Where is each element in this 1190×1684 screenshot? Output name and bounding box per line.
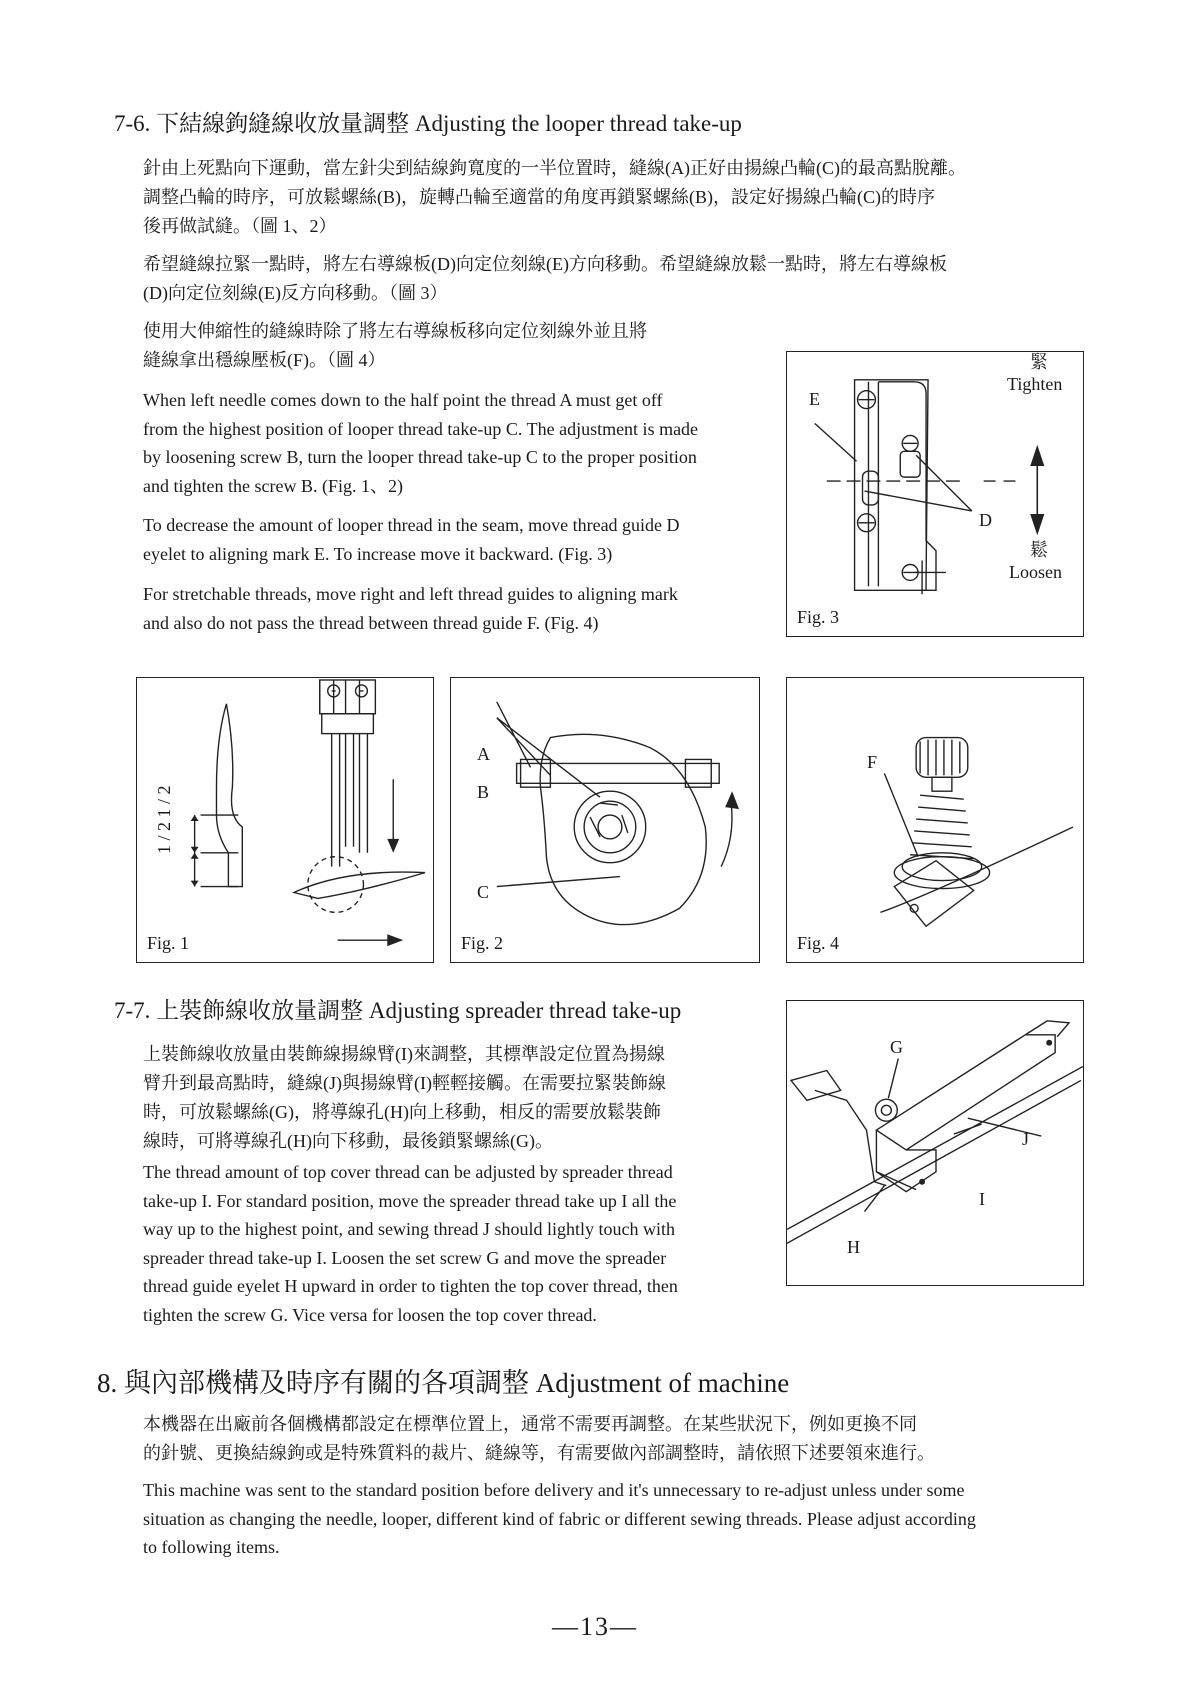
- text-line: to following items.: [143, 1537, 280, 1557]
- text-line: For stretchable threads, move right and left thread guides to aligning mark: [143, 584, 678, 604]
- label-d: D: [979, 510, 992, 530]
- half-ratio-label: 1 / 2 1 / 2: [154, 785, 174, 854]
- label-i: I: [979, 1189, 985, 1209]
- text-line: 縫線拿出穩線壓板(F)。（圖 4）: [143, 350, 386, 370]
- text-line: tighten the screw G. Vice versa for loosen the top cover thread.: [143, 1304, 597, 1325]
- section-7-7-en-paragraph: [143, 1158, 678, 1329]
- loosen-zh-label: 鬆: [1030, 540, 1048, 560]
- text-line: way up to the highest point, and sewing thread J should lightly touch with: [143, 1219, 675, 1239]
- text-line: 臂升到最高點時，縫線(J)與揚線臂(I)輕輕接觸。在需要拉緊裝飾線: [143, 1073, 666, 1093]
- text-line: thread guide eyelet H upward in order to tighten the top cover thread, then: [143, 1276, 678, 1296]
- text-line: 的針號、更換結線鉤或是特殊質料的裁片、縫線等，有需要做內部調整時，請依照下述要領來進行。: [143, 1443, 935, 1463]
- text-line: 上裝飾線收放量由裝飾線揚線臂(I)來調整，其標準設定位置為揚線: [143, 1044, 665, 1064]
- text-line: by loosening screw B, turn the looper thread take-up C to the proper position: [143, 447, 697, 467]
- section-7-6-heading: 7-6. 下結線鉤縫線收放量調整 Adjusting the looper thread take-up: [114, 111, 742, 136]
- loosen-en-label: Loosen: [1009, 562, 1062, 582]
- text-line: from the highest position of looper thread take-up C. The adjustment is made: [143, 418, 699, 439]
- section-7-6-zh-paragraph-2: [143, 250, 947, 308]
- section-8-en-paragraph: [143, 1476, 976, 1562]
- section-8-zh-paragraph: [143, 1410, 935, 1468]
- label-f: F: [867, 752, 878, 772]
- needle-drawing: [137, 678, 433, 962]
- text-line: 針由上死點向下運動，當左針尖到結線鉤寬度的一半位置時，縫線(A)正好由揚線凸輪(C)的最高點脫離。: [143, 158, 966, 178]
- text-line: The thread amount of top cover thread can be adjusted by spreader thread: [143, 1162, 673, 1182]
- figure-4-caption: Fig. 4: [797, 933, 840, 953]
- text-line: 線時，可將導線孔(H)向下移動，最後鎖緊螺絲(G)。: [143, 1131, 553, 1151]
- label-b: B: [477, 782, 490, 802]
- section-7-6-zh-paragraph-1: [143, 154, 966, 241]
- text-line: spreader thread take-up I. Loosen the set screw G and move the spreader: [143, 1247, 667, 1268]
- text-line: 後再做試縫。（圖 1、2）: [143, 216, 337, 236]
- label-j: J: [1022, 1129, 1030, 1149]
- text-line: When left needle comes down to the half point the thread A must get off: [143, 390, 663, 410]
- tension-spring-drawing: [787, 678, 1083, 962]
- figure-3-thread-guide: [786, 351, 1084, 637]
- section-7-7-zh-paragraph: [143, 1040, 666, 1156]
- text-line: 希望縫線拉緊一點時，將左右導線板(D)向定位刻線(E)方向移動。希望縫線放鬆一點時，將左右導線板: [143, 254, 947, 274]
- text-line: eyelet to aligning mark E. To increase move it backward. (Fig. 3): [143, 543, 613, 564]
- page-number: —13—: [552, 1612, 638, 1641]
- section-7-6-zh-paragraph-3: [143, 317, 647, 375]
- text-line: take-up I. For standard position, move the spreader thread take up I all the: [143, 1190, 677, 1211]
- thread-guide-drawing: [787, 352, 1083, 636]
- section-7-6-en-paragraph-3: [143, 580, 678, 637]
- label-e: E: [809, 389, 820, 409]
- figure-1-needle: [136, 677, 434, 963]
- section-7-6-en-paragraph-2: [143, 511, 680, 568]
- text-line: and tighten the screw B. (Fig. 1、2): [143, 475, 403, 496]
- section-7-6-en-paragraph-1: [143, 386, 698, 500]
- label-c: C: [477, 882, 490, 902]
- label-h: H: [847, 1237, 860, 1257]
- figure-3-caption: Fig. 3: [797, 607, 840, 627]
- take-up-cam-drawing: [451, 678, 759, 962]
- text-line: and also do not pass the thread between thread guide F. (Fig. 4): [143, 612, 599, 633]
- label-g: G: [890, 1037, 903, 1057]
- figure-2-caption: Fig. 2: [461, 933, 504, 953]
- text-line: (D)向定位刻線(E)反方向移動。（圖 3）: [143, 283, 448, 303]
- text-line: 本機器在出廠前各個機構都設定在標準位置上，通常不需要再調整。在某些狀況下，例如更換不同: [143, 1414, 917, 1434]
- text-line: 使用大伸縮性的縫線時除了將左右導線板移向定位刻線外並且將: [143, 321, 647, 341]
- text-line: This machine was sent to the standard position before delivery and it's unnecessary to re-adjust unless under some: [143, 1480, 965, 1500]
- figure-1-caption: Fig. 1: [147, 933, 190, 953]
- text-line: 時，可放鬆螺絲(G)，將導線孔(H)向上移動，相反的需要放鬆裝飾: [143, 1102, 661, 1122]
- text-line: situation as changing the needle, looper, different kind of fabric or different sewing threads. Please adjust according: [143, 1508, 976, 1529]
- figure-4-thread-guide-f: [786, 677, 1084, 963]
- section-7-7-heading: 7-7. 上裝飾線收放量調整 Adjusting spreader thread take-up: [114, 998, 682, 1023]
- tighten-en-label: Tighten: [1007, 374, 1063, 394]
- spreader-drawing: [787, 1001, 1083, 1285]
- figure-spreader-take-up: [786, 1000, 1084, 1286]
- label-a: A: [477, 744, 490, 764]
- section-8-heading: 8. 與內部機構及時序有關的各項調整 Adjustment of machine: [97, 1368, 790, 1398]
- figure-2-take-up-cam: [450, 677, 760, 963]
- text-line: To decrease the amount of looper thread in the seam, move thread guide D: [143, 515, 680, 535]
- text-line: 調整凸輪的時序，可放鬆螺絲(B)，旋轉凸輪至適當的角度再鎖緊螺絲(B)，設定好揚線凸輪(C)的時序: [143, 187, 935, 207]
- tighten-zh-label: 緊: [1030, 352, 1048, 372]
